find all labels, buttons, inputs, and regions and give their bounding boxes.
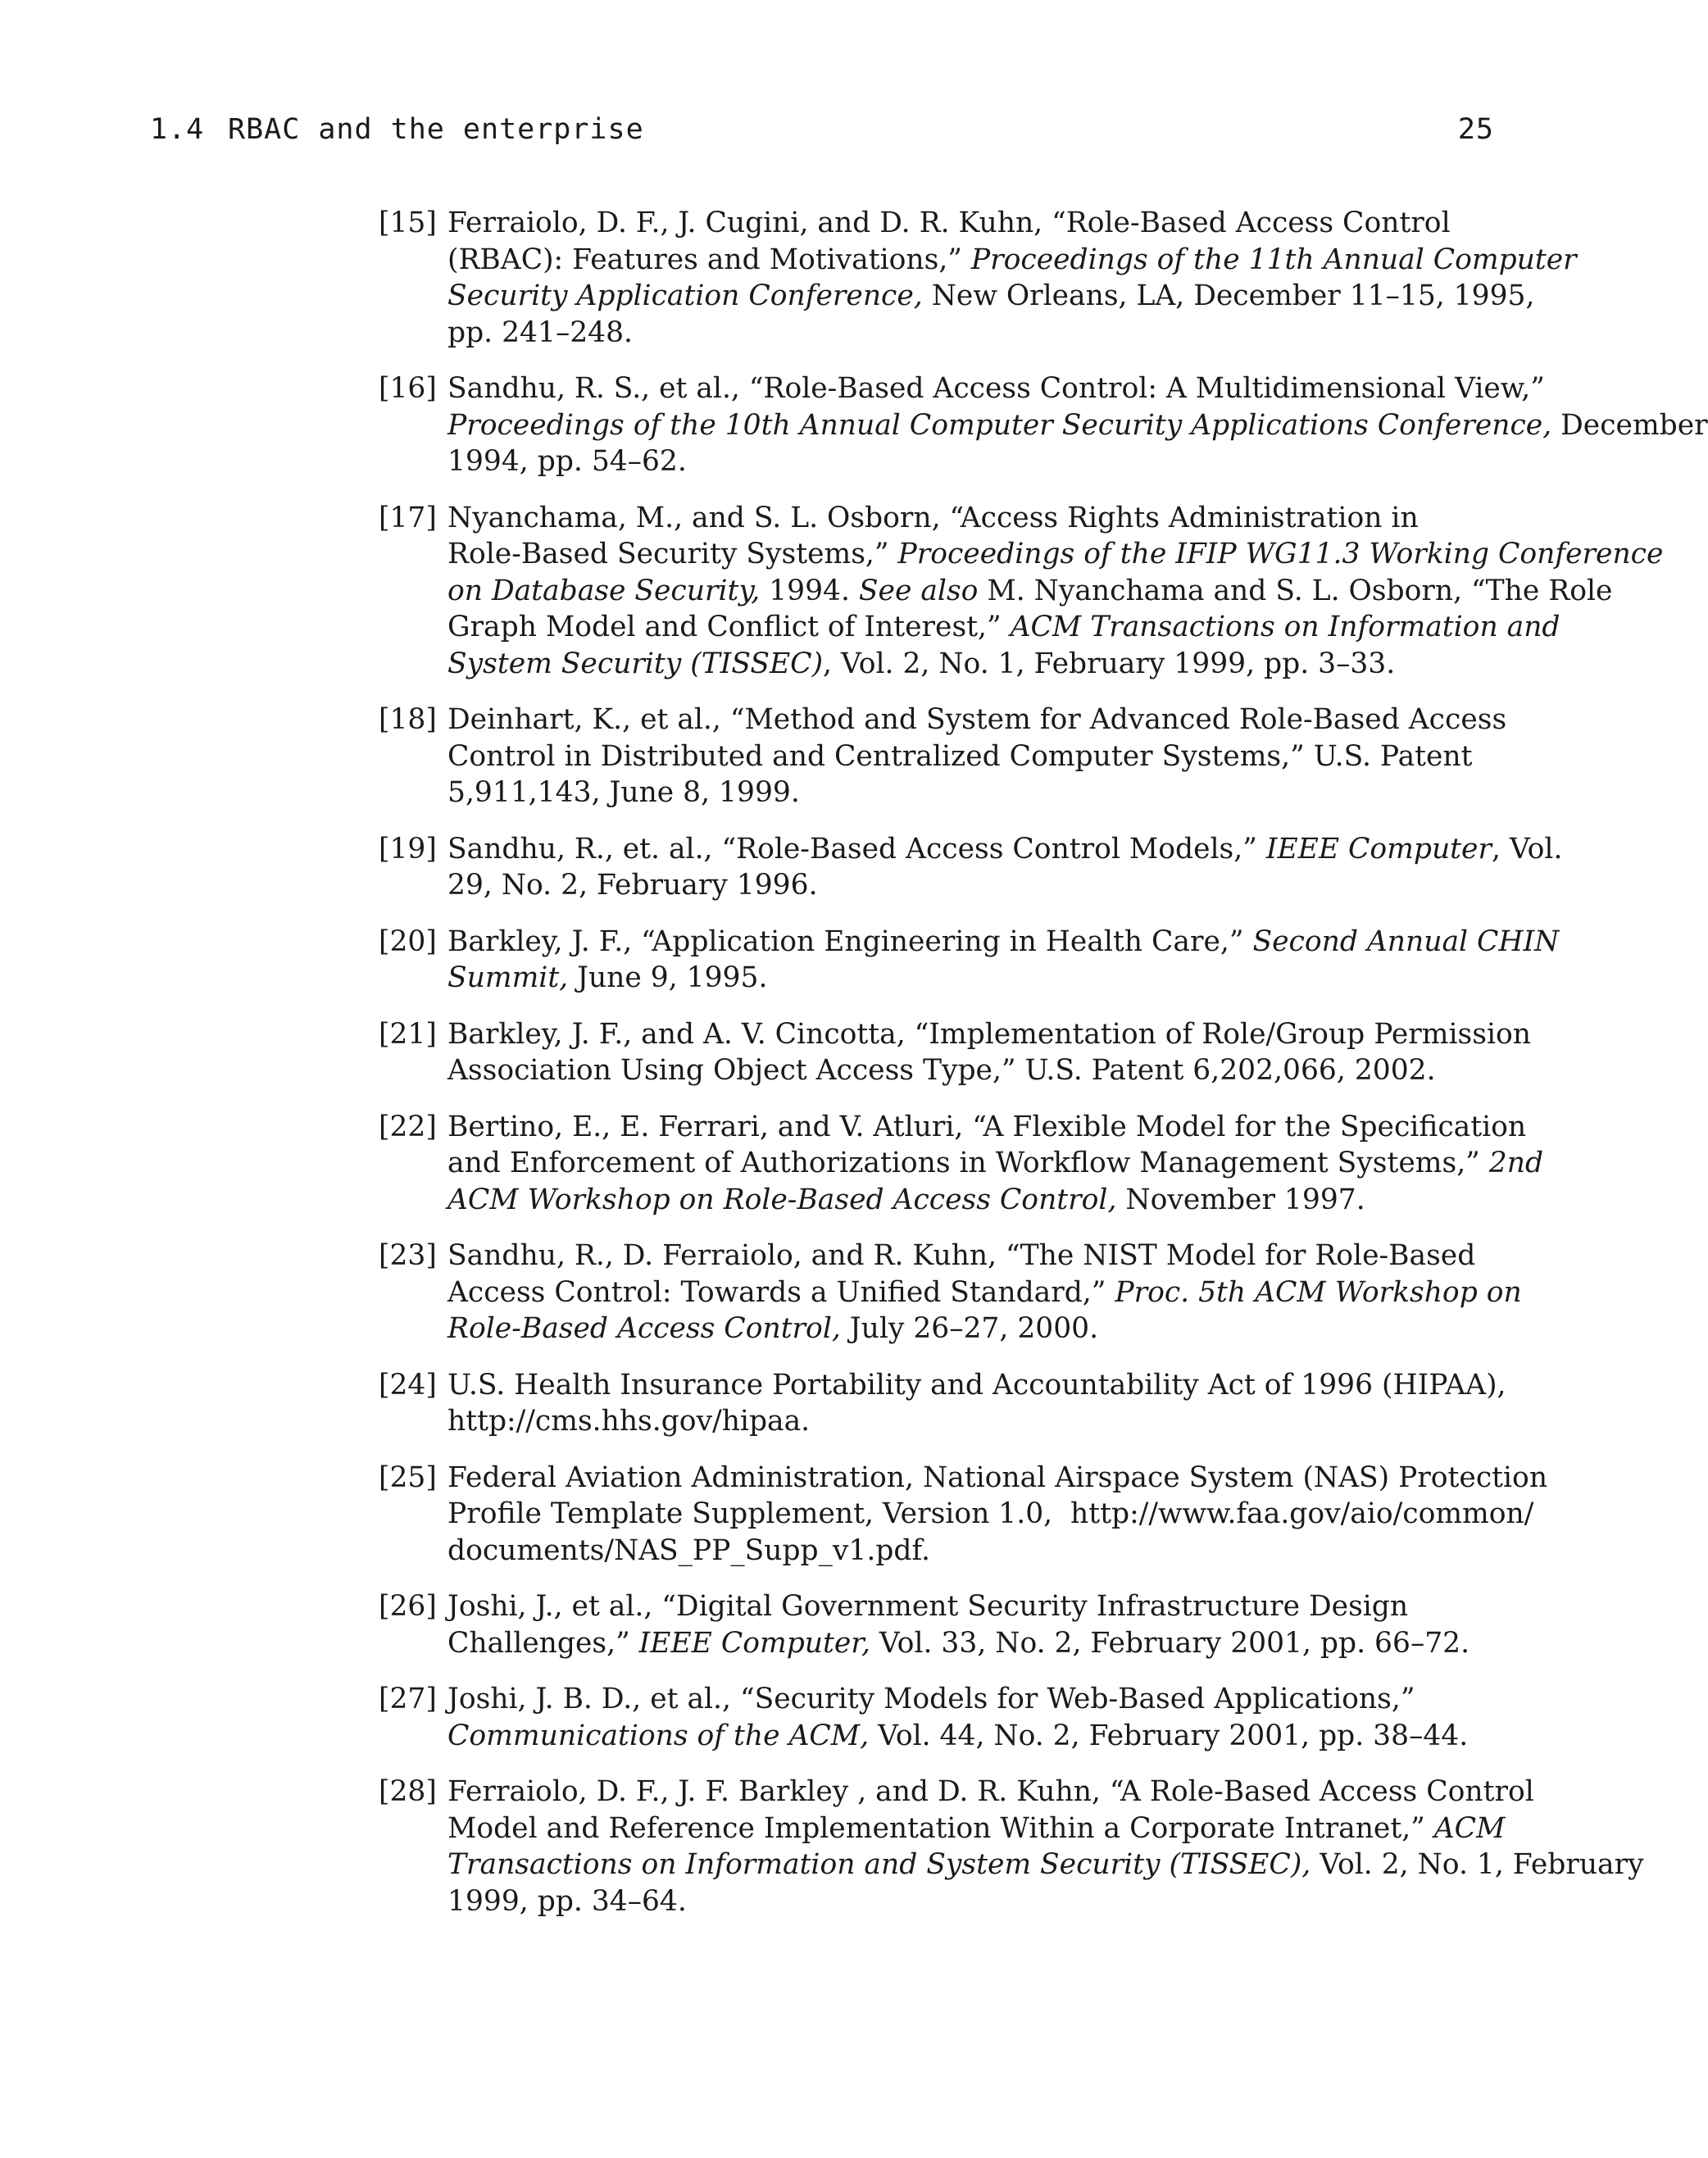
reference-entry xyxy=(379,500,1664,683)
reference-text xyxy=(447,370,1708,480)
italic-title-segment: Security Application Conference, xyxy=(447,279,923,312)
reference-text xyxy=(447,1681,1510,1754)
reference-text xyxy=(447,702,1510,811)
text-segment: Bertino, E., E. Ferrari, and V. Atluri, “A Flexible Model for the Specification xyxy=(447,1110,1527,1143)
reference-number: [19] xyxy=(379,832,437,865)
reference-number: [18] xyxy=(379,703,437,736)
reference-line xyxy=(447,242,1577,279)
text-segment: , Vol. xyxy=(1491,832,1563,865)
reference-entry xyxy=(379,1109,1544,1219)
running-header xyxy=(150,113,1494,154)
text-segment: Profile Template Supplement, Version 1.0, http://www.faa.gov/aio/common/ xyxy=(447,1497,1534,1530)
italic-title-segment: IEEE Computer, xyxy=(638,1626,870,1660)
italic-title-segment: ACM Workshop on Role-Based Access Control, xyxy=(447,1183,1117,1216)
text-segment: Control in Distributed and Centralized Computer Systems,” U.S. Patent xyxy=(447,739,1473,773)
reference-line xyxy=(447,1496,1547,1533)
text-segment: M. Nyanchama and S. L. Osborn, “The Role xyxy=(978,574,1613,607)
text-segment: Vol. 2, No. 1, February xyxy=(1311,1848,1644,1881)
reference-entry xyxy=(379,1238,1522,1347)
text-segment: Barkley, J. F., “Application Engineering in Health Care,” xyxy=(447,925,1253,958)
text-segment: Sandhu, R., et. al., “Role-Based Access Control Models,” xyxy=(447,832,1266,865)
reference-line xyxy=(447,1883,1644,1920)
reference-line xyxy=(447,1238,1522,1274)
reference-line xyxy=(447,960,1559,997)
reference-text xyxy=(447,1238,1522,1347)
italic-title-segment: IEEE Computer xyxy=(1265,832,1492,865)
text-segment: Association Using Object Access Type,” U.S. Patent 6,202,066, 2002. xyxy=(447,1054,1436,1087)
reference-line xyxy=(447,278,1577,315)
reference-entry xyxy=(379,370,1708,480)
reference-entry xyxy=(379,1681,1510,1754)
reference-line xyxy=(447,315,1577,352)
italic-title-segment: Proc. 5th ACM Workshop on xyxy=(1115,1275,1522,1309)
italic-title-segment: 2nd xyxy=(1488,1147,1544,1179)
text-segment: Access Control: Towards a Unified Standard,” xyxy=(447,1275,1115,1309)
reference-line xyxy=(447,443,1708,480)
text-segment: Graph Model and Conflict of Interest,” xyxy=(447,611,1011,643)
text-segment: July 26–27, 2000. xyxy=(840,1312,1099,1345)
reference-number: [21] xyxy=(379,1017,437,1051)
italic-title-segment: Proceedings of the 11th Annual Computer xyxy=(970,243,1577,276)
reference-entry xyxy=(379,1588,1510,1661)
reference-line xyxy=(447,1311,1522,1347)
reference-line xyxy=(447,775,1510,811)
italic-title-segment: See also xyxy=(858,574,979,607)
italic-title-segment: Proceedings of the IFIP WG11.3 Working Conference xyxy=(897,538,1664,570)
reference-text xyxy=(447,1774,1644,1919)
reference-line xyxy=(447,370,1708,407)
italic-title-segment: Proceedings of the 10th Annual Computer Security Applications Conference, xyxy=(447,408,1552,442)
text-segment: (RBAC): Features and Motivations,” xyxy=(447,243,971,276)
section-number: 1.4 xyxy=(150,113,205,146)
reference-entry xyxy=(379,831,1563,904)
text-segment: 1994. xyxy=(760,574,859,607)
text-segment: June 9, 1995. xyxy=(568,961,768,994)
reference-line xyxy=(447,573,1663,610)
text-segment: Role-Based Security Systems,” xyxy=(447,538,898,570)
text-segment: Ferraiolo, D. F., J. F. Barkley , and D. R. Kuhn, “A Role-Based Access Control xyxy=(447,1775,1534,1808)
text-segment: Joshi, J., et al., “Digital Government Security Infrastructure Design xyxy=(447,1590,1409,1623)
reference-number: [24] xyxy=(379,1368,437,1402)
text-segment: Sandhu, R. S., et al., “Role-Based Access Control: A Multidimensional View,” xyxy=(447,372,1545,405)
text-segment: pp. 241–248. xyxy=(447,316,634,349)
reference-entry xyxy=(379,702,1510,811)
reference-text xyxy=(447,1109,1543,1219)
reference-line xyxy=(447,1588,1510,1625)
italic-title-segment: ACM Transactions on Information and xyxy=(1010,611,1560,643)
text-segment: documents/NAS_PP_Supp_v1.pdf. xyxy=(447,1533,930,1567)
reference-line xyxy=(447,867,1562,904)
reference-line xyxy=(447,1847,1644,1883)
text-segment: U.S. Health Insurance Portability and Accountability Act of 1996 (HIPAA), xyxy=(447,1368,1506,1402)
reference-entry xyxy=(379,924,1560,997)
reference-line xyxy=(447,1810,1644,1847)
italic-title-segment: Transactions on Information and System Security (TISSEC), xyxy=(447,1848,1311,1881)
text-segment: Model and Reference Implementation Within a Corporate Intranet,” xyxy=(447,1811,1434,1845)
reference-entry xyxy=(379,1367,1510,1440)
reference-line xyxy=(447,1718,1510,1755)
text-segment: Vol. 44, No. 2, February 2001, pp. 38–44. xyxy=(869,1719,1469,1752)
reference-line xyxy=(447,646,1663,683)
reference-line xyxy=(447,1533,1547,1570)
text-segment: Challenges,” xyxy=(447,1626,639,1660)
reference-line xyxy=(447,1625,1510,1662)
reference-text xyxy=(447,1588,1510,1661)
reference-line xyxy=(447,1274,1522,1311)
text-segment: November 1997. xyxy=(1116,1183,1365,1216)
reference-text xyxy=(447,1460,1547,1570)
italic-title-segment: Summit, xyxy=(447,961,569,994)
text-segment: Sandhu, R., D. Ferraiolo, and R. Kuhn, “The NIST Model for Role-Based xyxy=(447,1239,1476,1272)
reference-line xyxy=(447,924,1559,961)
reference-entry xyxy=(379,1460,1548,1570)
reference-line xyxy=(447,1460,1547,1497)
text-segment: http://cms.hhs.gov/hipaa. xyxy=(447,1405,811,1438)
text-segment: Vol. 33, No. 2, February 2001, pp. 66–72. xyxy=(870,1626,1470,1660)
italic-title-segment: ACM xyxy=(1433,1811,1506,1845)
reference-line xyxy=(447,1182,1543,1219)
reference-line xyxy=(447,1052,1531,1089)
text-segment: Federal Aviation Administration, National Airspace System (NAS) Protection xyxy=(447,1461,1548,1494)
reference-entry xyxy=(379,205,1577,351)
reference-text xyxy=(447,924,1559,997)
reference-number: [23] xyxy=(379,1239,437,1272)
reference-number: [25] xyxy=(379,1461,437,1494)
text-segment: Barkley, J. F., and A. V. Cincotta, “Implementation of Role/Group Permission xyxy=(447,1017,1531,1051)
italic-title-segment: System Security (TISSEC) xyxy=(447,647,824,680)
reference-line xyxy=(447,609,1663,646)
reference-list xyxy=(379,205,1708,1939)
reference-line xyxy=(447,1109,1543,1146)
reference-line xyxy=(447,407,1708,444)
reference-number: [27] xyxy=(379,1683,437,1715)
reference-text xyxy=(447,1367,1510,1440)
text-segment: Deinhart, K., et al., “Method and System for Advanced Role-Based Access xyxy=(447,703,1507,736)
reference-line xyxy=(447,500,1663,537)
reference-number: [16] xyxy=(379,372,437,405)
reference-line xyxy=(447,738,1510,775)
reference-line xyxy=(447,1145,1543,1182)
section-title: RBAC and the enterprise xyxy=(228,113,644,146)
page-number: 25 xyxy=(1457,113,1494,146)
reference-number: [22] xyxy=(379,1110,437,1143)
reference-number: [15] xyxy=(379,207,437,239)
section-heading xyxy=(150,113,644,146)
reference-line xyxy=(447,702,1510,738)
reference-line xyxy=(447,1403,1510,1440)
reference-entry xyxy=(379,1774,1644,1919)
reference-number: [20] xyxy=(379,925,437,958)
reference-line xyxy=(447,1774,1644,1810)
reference-number: [17] xyxy=(379,501,437,534)
text-segment: Joshi, J. B. D., et al., “Security Models for Web-Based Applications,” xyxy=(447,1683,1415,1715)
reference-line xyxy=(447,536,1663,573)
italic-title-segment: Role-Based Access Control, xyxy=(447,1312,841,1345)
reference-text xyxy=(447,831,1562,904)
reference-text xyxy=(447,1016,1531,1089)
reference-number: [28] xyxy=(379,1775,437,1808)
text-segment: Nyanchama, M., and S. L. Osborn, “Access Rights Administration in xyxy=(447,501,1419,534)
text-segment: 29, No. 2, February 1996. xyxy=(447,869,818,902)
reference-text xyxy=(447,205,1577,351)
text-segment: 1999, pp. 34–64. xyxy=(447,1884,687,1918)
reference-number: [26] xyxy=(379,1590,437,1623)
text-segment: New Orleans, LA, December 11–15, 1995, xyxy=(922,279,1535,312)
text-segment: and Enforcement of Authorizations in Workflow Management Systems,” xyxy=(447,1147,1489,1179)
reference-line xyxy=(447,831,1562,868)
reference-line xyxy=(447,205,1577,242)
text-segment: 1994, pp. 54–62. xyxy=(447,445,687,478)
italic-title-segment: Second Annual CHIN xyxy=(1252,925,1560,958)
text-segment: Ferraiolo, D. F., J. Cugini, and D. R. Kuhn, “Role-Based Access Control xyxy=(447,207,1451,239)
reference-line xyxy=(447,1016,1531,1053)
text-segment: 5,911,143, June 8, 1999. xyxy=(447,776,800,809)
text-segment: December xyxy=(1551,408,1708,442)
reference-entry xyxy=(379,1016,1531,1089)
reference-line xyxy=(447,1681,1510,1718)
reference-line xyxy=(447,1367,1510,1404)
reference-text xyxy=(447,500,1663,683)
italic-title-segment: Communications of the ACM, xyxy=(447,1719,870,1752)
text-segment: , Vol. 2, No. 1, February 1999, pp. 3–33. xyxy=(823,647,1396,680)
italic-title-segment: on Database Security, xyxy=(447,574,761,607)
